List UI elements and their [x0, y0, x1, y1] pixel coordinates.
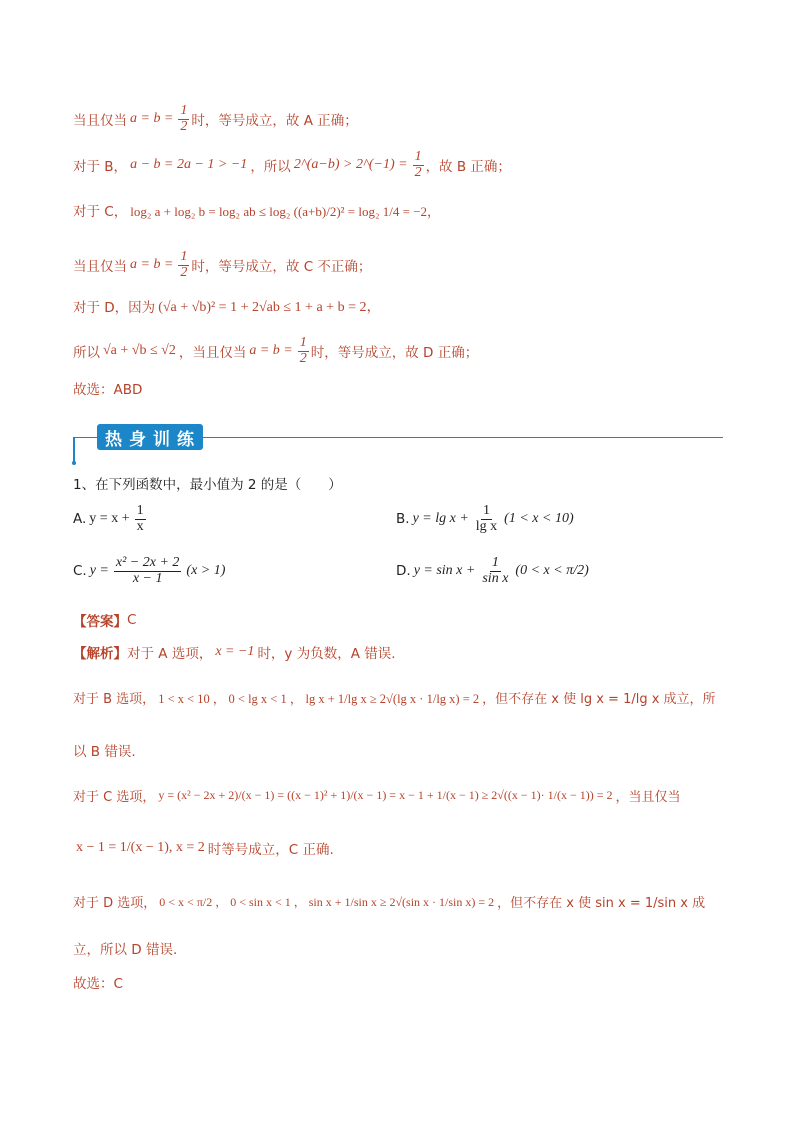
text: 时，y 为负数，A 错误.: [257, 646, 396, 662]
question-stem: [73, 473, 342, 493]
numerator: 1: [136, 503, 144, 518]
math: y = lg x +: [412, 511, 469, 527]
analysis-c-line-2: [73, 838, 334, 858]
section-title-char: 练: [177, 429, 195, 450]
section-title-char: 训: [153, 429, 171, 450]
solution-line-5: [73, 296, 383, 316]
option-label: D.: [396, 563, 411, 580]
solution-line-7: [73, 378, 142, 398]
text: 对于 B，: [73, 159, 128, 176]
fraction-half: $\frac{1}{2}$: [299, 335, 307, 366]
text: 时，等号成立，故 A 正确；: [191, 113, 358, 130]
numerator: x² − 2x + 2: [115, 555, 180, 570]
fraction-half: $\frac{1}{2}$: [180, 249, 188, 280]
section-header: [73, 424, 723, 454]
text: 对于 D 选项，: [73, 896, 157, 911]
solution-line-6: [73, 336, 478, 366]
fraction-half: $\frac{1}{2}$: [180, 103, 188, 134]
text: ，但不存在 x 使 sin x = 1/sin x 成: [497, 896, 706, 911]
math: x = −1: [215, 644, 255, 659]
math: y = sin x +: [413, 563, 476, 579]
denominator: sin x: [482, 570, 509, 586]
text: 当且仅当: [73, 259, 127, 276]
analysis-b-line-1: [73, 688, 716, 707]
math: x − 1 = 1/(x − 1), x = 2: [76, 840, 205, 855]
section-marker: [73, 437, 75, 463]
solution-line-3: [73, 200, 443, 220]
option-label: B.: [396, 511, 410, 528]
math: a = b =: [249, 343, 293, 359]
fraction: [135, 504, 146, 534]
text: 对于 C 选项，: [73, 790, 156, 805]
math: 2^(a−b) > 2^(−1) =: [293, 157, 408, 173]
text: 时，等号成立，故 D 正确；: [310, 345, 479, 362]
section-title-badge: [97, 424, 203, 450]
math: 1 < x < 10 ， 0 < lg x < 1 ， lg x + 1/lg x ≥ 2√(lg x · 1/lg x) = 2: [158, 691, 480, 706]
answer-line: [73, 610, 136, 630]
solution-line-2: [73, 150, 511, 180]
math: a = b =: [130, 111, 174, 127]
answer-tag: 【答案】: [73, 614, 127, 630]
fraction: [474, 504, 499, 534]
answer-value: C: [127, 612, 137, 628]
text: 故选：ABD: [73, 382, 143, 398]
option-d: [396, 556, 592, 586]
math: a = b =: [130, 257, 174, 273]
text: 时等号成立，C 正确.: [207, 842, 334, 858]
text: ，但不存在 x 使 lg x = 1/lg x 成立，所: [482, 692, 716, 707]
text: 对于 D，因为: [73, 300, 156, 316]
solution-line-1: [73, 104, 358, 134]
math: (x > 1): [186, 563, 226, 579]
math: (√a + √b)² = 1 + 2√ab ≤ 1 + a + b = 2，: [158, 300, 381, 315]
analysis-a: [73, 642, 396, 662]
text: ，故 B 正确；: [425, 159, 511, 176]
option-a: [73, 504, 148, 534]
numerator: 1: [482, 503, 490, 518]
fraction: [114, 556, 182, 586]
option-c: [73, 556, 228, 586]
math: √a + √b ≤ √2: [103, 343, 176, 359]
text: 立，所以 D 错误.: [73, 942, 178, 958]
denominator: x: [136, 518, 144, 534]
math: y =: [89, 563, 109, 579]
text: 1、在下列函数中，最小值为 2 的是（ ）: [73, 477, 342, 493]
option-label: C.: [73, 563, 87, 580]
analysis-tag: 【解析】: [73, 646, 127, 662]
math: a − b = 2a − 1 > −1: [130, 157, 248, 173]
denominator: lg x: [475, 518, 498, 534]
text: 对于 A 选项，: [127, 646, 213, 662]
math: 0 < x < π/2 ， 0 < sin x < 1 ， sin x + 1/sin x ≥ 2√(sin x · 1/sin x) = 2: [159, 895, 495, 909]
denominator: x − 1: [132, 570, 163, 586]
text: 以 B 错误.: [73, 744, 136, 760]
numerator: 1: [491, 555, 499, 570]
section-marker-dot: [72, 461, 76, 465]
text: 所以: [73, 345, 100, 362]
final-answer: [73, 972, 123, 992]
solution-line-4: [73, 250, 371, 280]
math: log₂ a + log₂ b = log₂ ab ≤ log₂ ((a+b)/2)² = log₂ 1/4 = −2，: [130, 203, 441, 219]
text: ，所以: [250, 159, 291, 176]
text: 对于 B 选项，: [73, 692, 156, 707]
section-title-char: 身: [129, 429, 147, 450]
analysis-d-line-1: [73, 892, 705, 911]
analysis-b-line-2: [73, 740, 136, 760]
section-title-char: 热: [105, 429, 123, 450]
text: ，当且仅当: [178, 345, 247, 362]
fraction: [480, 556, 510, 586]
math: (0 < x < π/2): [515, 563, 589, 579]
option-label: A.: [73, 511, 87, 528]
fraction-half: $\frac{1}{2}$: [414, 149, 422, 180]
option-b: [396, 504, 577, 534]
text: ，当且仅当: [615, 790, 681, 805]
math: y = x +: [89, 511, 130, 527]
text: 故选：C: [73, 976, 123, 992]
math: y = (x² − 2x + 2)/(x − 1) = ((x − 1)² + 1)/(x − 1) = x − 1 + 1/(x − 1) ≥ 2√((x − 1)· 1/(x − 1)) = 2: [158, 788, 613, 802]
text: 当且仅当: [73, 113, 127, 130]
analysis-c-line-1: [73, 786, 681, 805]
text: 对于 C，: [73, 204, 128, 220]
text: 时，等号成立，故 C 不正确；: [191, 259, 372, 276]
math: (1 < x < 10): [504, 511, 574, 527]
analysis-d-line-2: [73, 938, 177, 958]
